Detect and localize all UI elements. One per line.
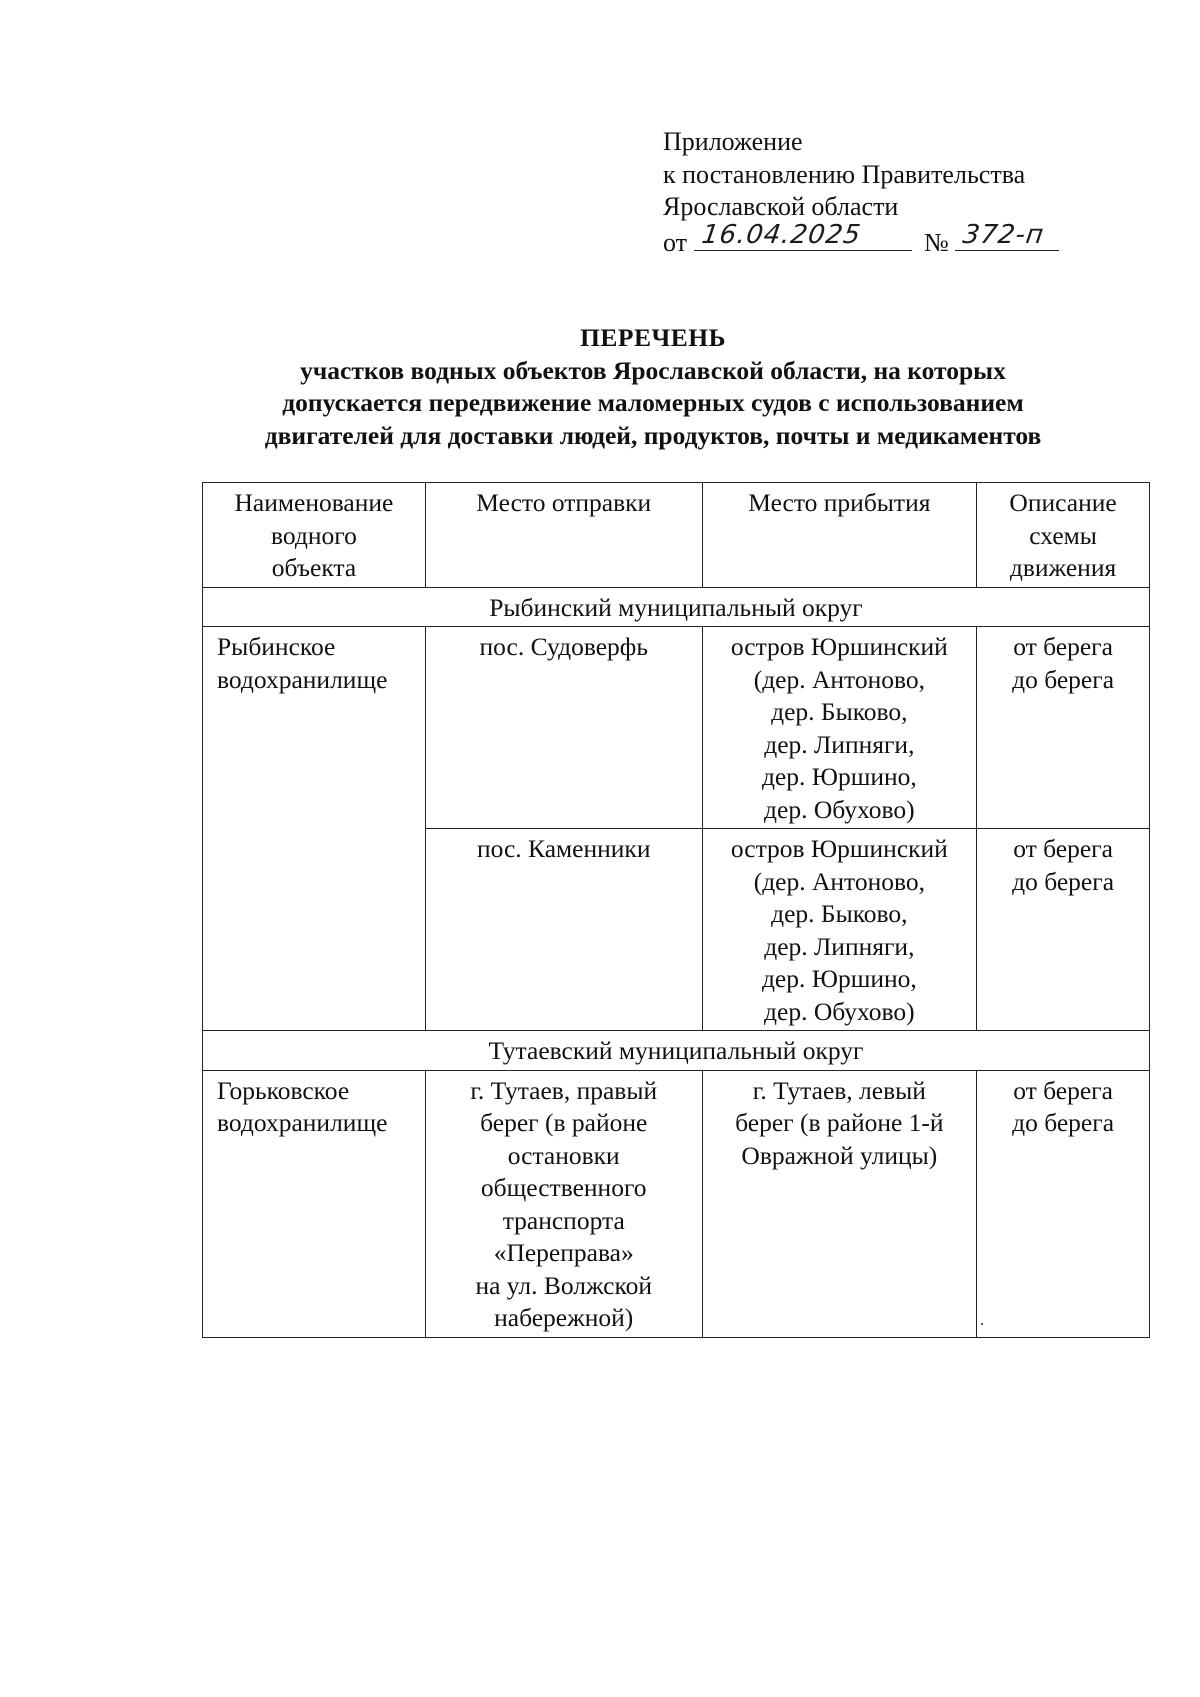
date-field [694, 220, 912, 251]
arrival-cell: остров Юршинский (дер. Антоново, дер. Быково, дер. Липняги, дер. Юршино, дер. Обухово) [702, 829, 977, 1031]
title-line-1: участков водных объектов Ярославской области, на которых [300, 355, 1006, 385]
arrival-cell: остров Юршинский (дер. Антоново, дер. Быково, дер. Липняги, дер. Юршино, дер. Обухово) [702, 627, 977, 829]
section-name-rybinsk: Рыбинский муниципальный округ [203, 587, 1150, 627]
document-title [200, 322, 1106, 452]
departure-cell: пос. Каменники [425, 829, 702, 1031]
appendix-reference: к постановлению Правительства [663, 159, 1026, 189]
table-header-row [203, 483, 1150, 588]
departure-cell: г. Тутаев, правый берег (в районе остановки общественного транспорта «Переправа» на ул. Волжской набережной) [425, 1070, 702, 1337]
handwritten-date: 16.04.2025 [699, 220, 863, 250]
section-row [203, 587, 1150, 627]
header-scheme: Описание схемы движения [977, 483, 1150, 588]
section-row [203, 1031, 1150, 1071]
departure-cell: пос. Судоверфь [425, 627, 702, 829]
header-arrival: Место прибытия [702, 483, 977, 588]
scheme-cell: от берега до берега [977, 1070, 1150, 1337]
table-row [203, 627, 1150, 829]
header-departure: Место отправки [425, 483, 702, 588]
arrival-cell: г. Тутаев, левый берег (в районе 1-й Овражной улицы) [702, 1070, 977, 1337]
number-field [955, 220, 1059, 251]
handwritten-number: 372-п [961, 220, 1047, 250]
title-line-3: двигателей для доставки людей, продуктов, почты и медикаментов [264, 420, 1042, 450]
number-prefix: № [924, 227, 949, 257]
scheme-cell: от берега до берега [977, 627, 1150, 829]
water-body-cell: Рыбинское водохранилище [203, 627, 426, 1031]
appendix-title: Приложение [663, 127, 803, 156]
section-name-tutaev: Тутаевский муниципальный округ [203, 1031, 1150, 1071]
table-row [203, 1070, 1150, 1337]
date-prefix: от [663, 227, 688, 257]
title-line-2: допускается передвижение маломерных судов с использованием [282, 388, 1024, 417]
header-water-body: Наименование водного объекта [203, 483, 426, 588]
appendix-region: Ярославской области [663, 192, 899, 221]
water-body-cell: Горьковское водохранилище [203, 1070, 426, 1337]
scan-speck [981, 1323, 983, 1325]
scheme-cell: от берега до берега [977, 829, 1150, 1031]
appendix-block [663, 126, 1059, 259]
water-sections-table [202, 482, 1150, 1338]
title-heading: ПЕРЕЧЕНЬ [580, 323, 726, 352]
appendix-date-number [663, 220, 1059, 260]
